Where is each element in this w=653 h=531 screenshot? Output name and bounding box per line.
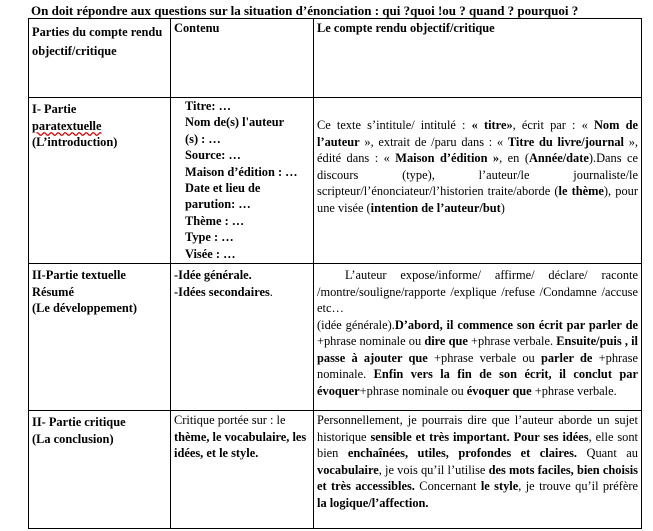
report-text: , elle sont bien	[317, 429, 639, 460]
report-text: +phrase verbale.	[467, 334, 557, 348]
report-text-bold: le style	[480, 479, 519, 493]
header-report-text: Le compte rendu objectif/critique	[317, 21, 495, 35]
content-item: Thème : …	[185, 213, 245, 228]
report-text-bold: vocabulaire	[317, 462, 379, 477]
row1-part	[29, 98, 171, 264]
report-text: +phrase verbale.	[531, 383, 617, 398]
content-item: Critique portée sur : le	[174, 413, 286, 427]
table-row	[29, 98, 642, 264]
report-text-bold: Titre du livre/journal	[507, 134, 624, 149]
row3-report	[314, 411, 642, 529]
report-text-bold: intention de l’auteur/but	[370, 200, 501, 215]
row1-content	[171, 98, 314, 264]
report-text-bold: « titre»	[471, 118, 513, 132]
report-text-bold: dire que	[424, 334, 468, 348]
report-text: +phrase nominale ou	[359, 383, 467, 398]
content-item-bold: thème, le vocabulaire, les idées, et le style.	[174, 429, 307, 460]
row2-report-paragraph	[317, 267, 638, 399]
row3-part	[29, 411, 171, 529]
report-text: , je vois qu’il l’utilise	[378, 462, 489, 477]
report-text: », extrait de /paru dans : «	[359, 134, 508, 149]
report-text: , je trouve qu’il préfère	[518, 479, 638, 493]
content-item: Source: …	[185, 148, 241, 163]
content-item: -Idée générale.	[174, 268, 252, 282]
content-item: Date et lieu de	[185, 181, 261, 196]
report-text: L’auteur expose/informe/ affirme/ déclare/ raconte /montre/souligne/rapporte /explique /refuse /Condamne /accuse etc…	[317, 268, 638, 315]
report-text: Concernant	[414, 479, 481, 493]
report-text: )	[500, 200, 505, 215]
header-col-report	[314, 19, 642, 98]
page-heading: On doit répondre aux questions sur la situation d’énonciation : qui ?quoi !ou ? quand ? pourquoi ?	[31, 3, 579, 18]
row3-part-title-a: II- Partie critique	[32, 415, 126, 429]
content-item-plain: .	[269, 284, 273, 299]
header-row	[29, 19, 642, 98]
report-text: Personnellement, je pourrais dire que l’auteur aborde un sujet historique	[317, 413, 638, 444]
report-text: », édité dans : «	[317, 134, 638, 165]
content-item-bold: -Idées secondaires	[174, 284, 270, 299]
report-text-bold: Nom de l’auteur	[317, 118, 638, 149]
report-text-bold: des mots faciles, bien choisis et très accessibles.	[317, 462, 638, 493]
row2-report	[314, 264, 642, 411]
header-col-parts	[29, 19, 171, 98]
header-content-text: Contenu	[174, 21, 220, 35]
content-item: Titre: …	[185, 99, 231, 113]
content-item: (s) : …	[185, 131, 221, 146]
row2-part-title-c: (Le développement)	[32, 301, 137, 315]
row2-part-title-a: II-Partie textuelle	[32, 268, 126, 282]
report-text: , écrit par : «	[512, 118, 594, 132]
report-text: +phrase nominale.	[317, 350, 638, 381]
report-text-bold: D’abord, il commence son écrit par parler de	[394, 317, 638, 332]
report-text-bold: sensible et très important. Pour ses idées	[370, 429, 589, 444]
report-text: +phrase nominale ou	[317, 334, 425, 348]
content-item: parution: …	[185, 197, 251, 212]
content-item: Nom de(s) l'auteur	[185, 115, 285, 130]
report-table	[28, 18, 642, 529]
table-row	[29, 264, 642, 411]
report-text-bold: enchaînées, utiles, profondes et claires.	[347, 446, 578, 460]
row1-part-title-b: paratextuelle	[32, 118, 102, 133]
report-text: Quant au	[577, 446, 638, 460]
row3-report-paragraph	[317, 412, 638, 511]
row1-report-paragraph	[317, 117, 638, 216]
report-text-bold: Maison d’édition »	[395, 151, 500, 165]
row1-part-title-a: I- Partie	[32, 102, 77, 116]
header-parts-text: Parties du compte rendu objectif/critique	[32, 25, 163, 58]
table-row	[29, 411, 642, 529]
report-text-bold: le thème	[558, 184, 604, 198]
report-text-bold: Ensuite/puis , il passe à ajouter que	[317, 334, 638, 365]
content-item: Type : …	[185, 230, 234, 245]
row1-part-title-c: (L’introduction)	[32, 135, 118, 149]
row2-part	[29, 264, 171, 411]
report-text: Ce texte s’intitule/ intitulé :	[317, 118, 472, 132]
report-text-bold: la logique/l’affection.	[317, 495, 429, 510]
content-item	[174, 284, 310, 301]
report-text-bold: évoquer que	[466, 383, 532, 398]
report-text: (idée générale).	[317, 317, 395, 332]
report-text-bold: Année/date	[528, 151, 589, 165]
report-text: , en (	[499, 151, 529, 165]
content-item: Visée : …	[185, 246, 236, 261]
row3-part-title-b: (La conclusion)	[32, 431, 114, 446]
row1-report	[314, 98, 642, 264]
row2-content	[171, 264, 314, 411]
report-text: +phrase verbale ou	[427, 350, 541, 365]
row3-content	[171, 411, 314, 529]
report-text-bold: parler de	[540, 350, 593, 365]
row2-part-title-b: Résumé	[32, 284, 74, 299]
header-col-content	[171, 19, 314, 98]
report-text-bold: Enfin vers la fin de son écrit, il conclut par évoquer	[317, 367, 638, 398]
report-text: ).Dans ce discours (type), l’auteur/le journaliste/le scripteur/l’énonciateur/l’historien traite/aborde (	[317, 151, 639, 198]
content-item: Maison d’édition : …	[185, 164, 298, 179]
report-text: ), pour une visée (	[317, 184, 638, 215]
